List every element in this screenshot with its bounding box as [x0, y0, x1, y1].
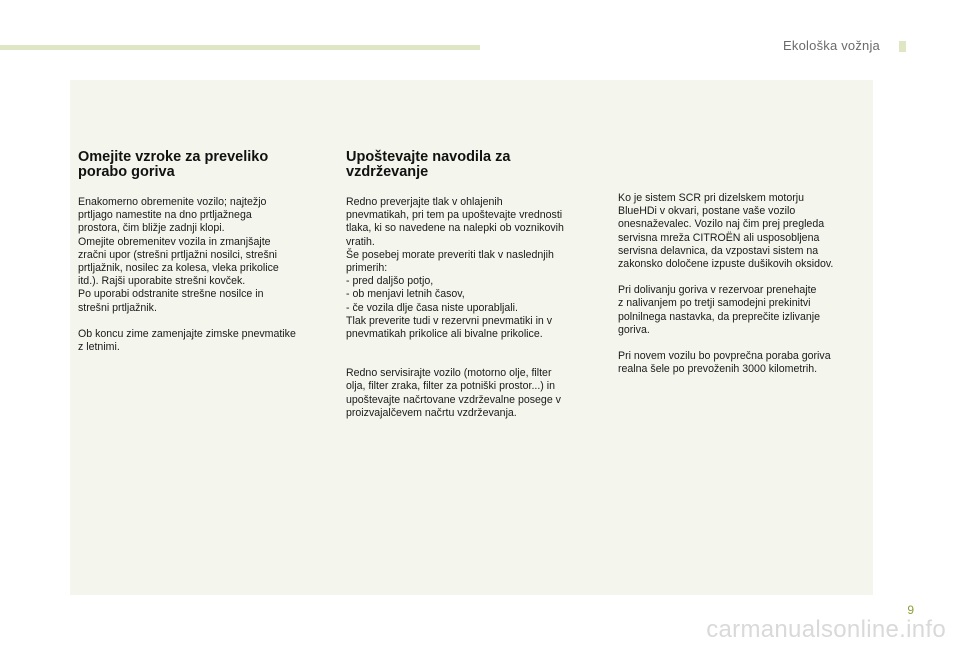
section-title: Ekološka vožnja	[783, 38, 880, 53]
header-accent-bar	[0, 45, 480, 50]
paragraph-tyre-pressure: Redno preverjajte tlak v ohlajenih pnevmatikah, pri tem pa upoštevajte vrednosti tlaka, ki so navedene na nalepki ob voznikovih vratih. Še posebej morate preveriti tlak v naslednjih primerih: - pred daljšo potjo, - ob menjavi letnih časov, - če vozila dlje časa niste uporabljali. Tlak preverite tudi v rezervni pnevmatiki in v pnevmatikah prikolice ali bivalne prikolice.	[346, 196, 564, 341]
watermark: carmanualsonline.info	[706, 616, 946, 643]
heading-maintenance: Upoštevajte navodila za vzdrževanje	[346, 149, 511, 180]
paragraph-servicing: Redno servisirajte vozilo (motorno olje, filter olja, filter zraka, filter za potniški prostor...) in upoštevajte načrtovane vzdrževalne posege v proizvajalčevem načrtu vzdrževanja.	[346, 367, 561, 419]
column-fuel-consumption	[78, 150, 318, 354]
heading-fuel-consumption: Omejite vzroke za preveliko porabo goriva	[78, 149, 269, 180]
paragraph-scr-system: Ko je sistem SCR pri dizelskem motorju BlueHDi v okvari, postane vaše vozilo onesnaževalec. Vozilo naj čim prej pregleda servisna mreža CITROËN ali usposobljena servisna delavnica, da vzpostavi sistem na zakonsko določene izpuste dušikovih oksidov.	[618, 192, 834, 271]
column-notes	[618, 192, 868, 376]
paragraph-new-vehicle: Pri novem vozilu bo povprečna poraba goriva realna šele po prevoženih 3000 kilometrih.	[618, 350, 831, 376]
page-number: 9	[907, 603, 914, 617]
paragraph-load-vehicle: Enakomerno obremenite vozilo; najtežjo prtljago namestite na dno prtljažnega prostora, čim bližje zadnji klopi. Omejite obremenitev vozila in zmanjšajte zračni upor (strešni prtljažni nosilci, strešni prtljažnik, nosilec za kolesa, vleka prikolice itd.). Rajši uporabite strešni kovček. Po uporabi odstranite strešne nosilce in strešni prtljažnik.	[78, 196, 279, 314]
paragraph-refuelling: Pri dolivanju goriva v rezervoar prenehajte z nalivanjem po tretji samodejni prekinitvi polnilnega nastavka, da preprečite izlivanje goriva.	[618, 284, 820, 336]
paragraph-winter-tyres: Ob koncu zime zamenjajte zimske pnevmatike z letnimi.	[78, 327, 296, 354]
column-maintenance	[346, 150, 601, 420]
section-marker	[899, 41, 906, 52]
